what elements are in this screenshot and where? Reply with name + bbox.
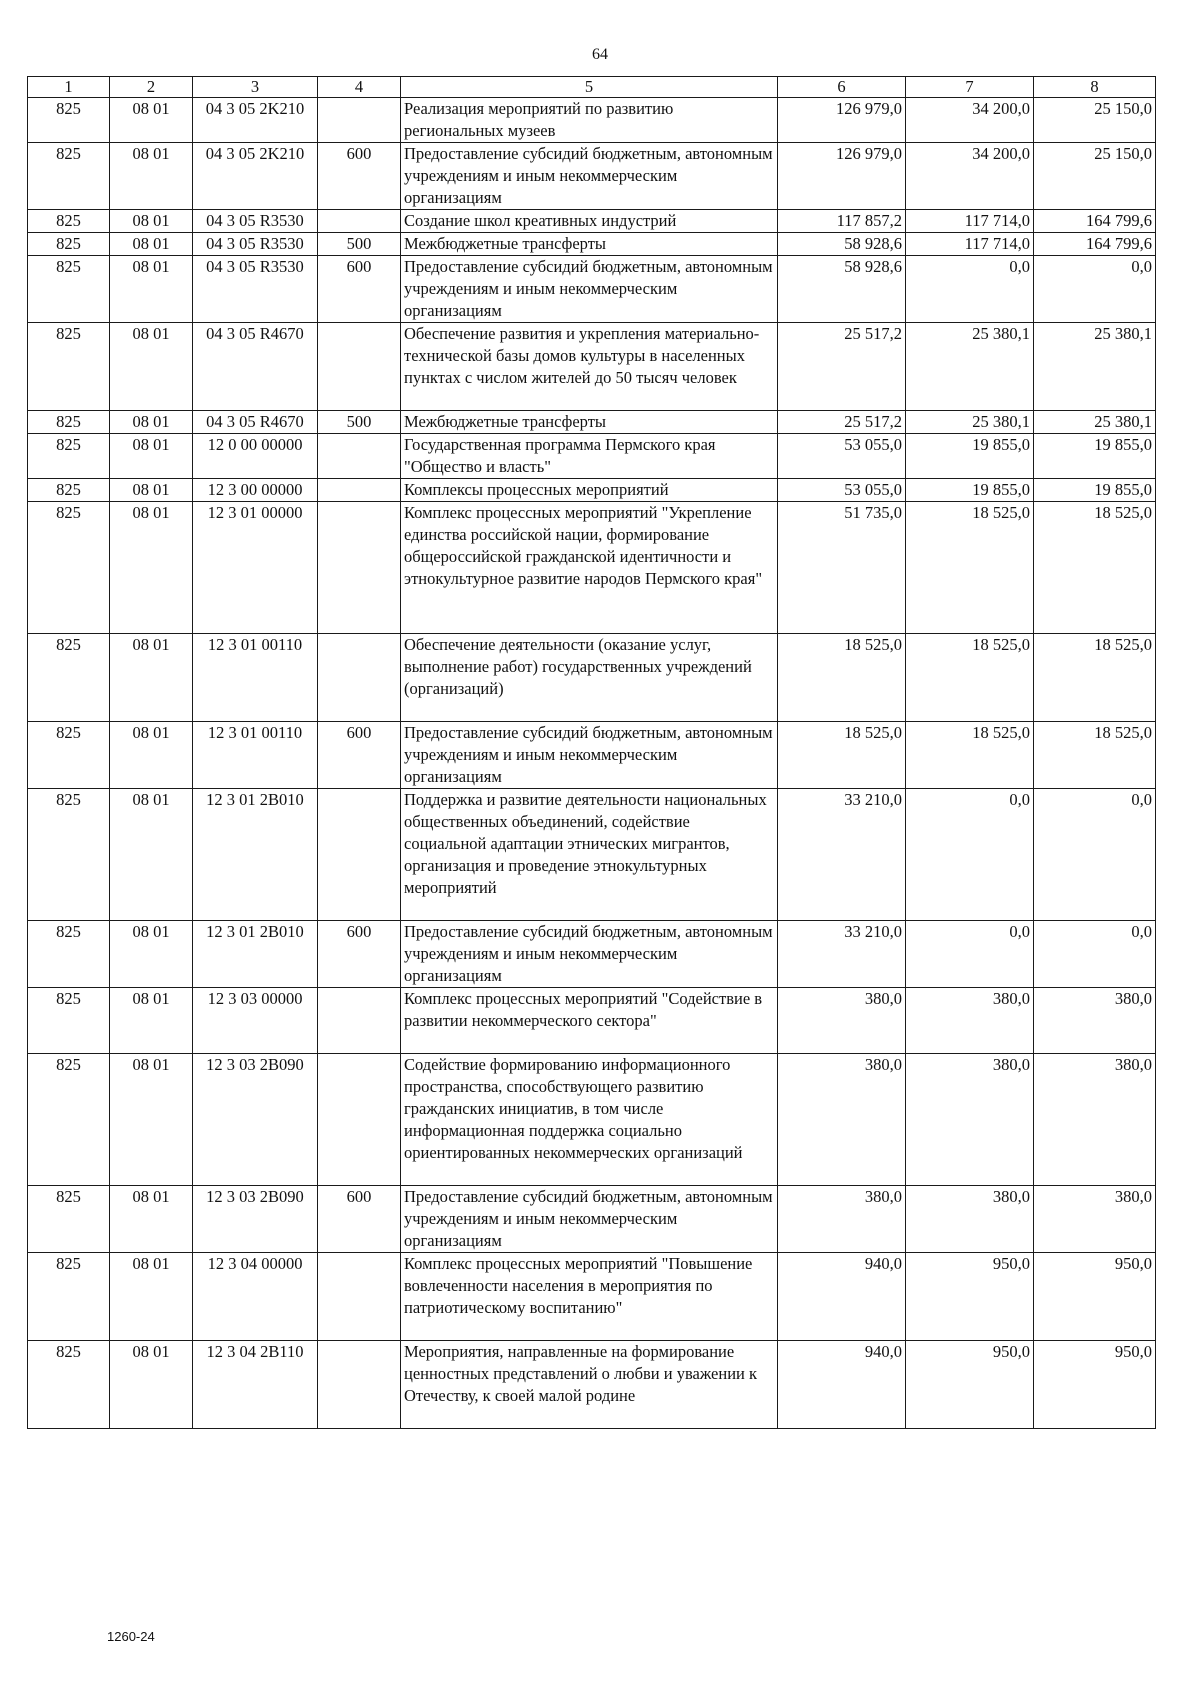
- cell-section-code: 08 01: [110, 479, 193, 502]
- cell-admin-code: 825: [28, 502, 110, 634]
- cell-target-article: 04 3 05 R3530: [193, 210, 318, 233]
- cell-section-code: 08 01: [110, 233, 193, 256]
- cell-expense-type: 600: [318, 256, 401, 323]
- cell-amount-year2: 117 714,0: [906, 210, 1034, 233]
- cell-amount-year3: 0,0: [1034, 789, 1156, 921]
- header-cell: 6: [778, 77, 906, 98]
- cell-admin-code: 825: [28, 256, 110, 323]
- budget-table: [27, 76, 1156, 1429]
- cell-expense-type: [318, 434, 401, 479]
- cell-amount-year1: 940,0: [778, 1341, 906, 1429]
- cell-expense-type: [318, 502, 401, 634]
- cell-name: Реализация мероприятий по развитию региональных музеев: [401, 98, 778, 143]
- cell-amount-year2: 19 855,0: [906, 479, 1034, 502]
- table-row: [28, 722, 1156, 789]
- cell-amount-year2: 34 200,0: [906, 98, 1034, 143]
- cell-amount-year3: 0,0: [1034, 921, 1156, 988]
- cell-section-code: 08 01: [110, 988, 193, 1054]
- cell-amount-year1: 33 210,0: [778, 789, 906, 921]
- cell-amount-year1: 25 517,2: [778, 411, 906, 434]
- cell-section-code: 08 01: [110, 1341, 193, 1429]
- table-row: [28, 233, 1156, 256]
- cell-section-code: 08 01: [110, 323, 193, 411]
- cell-amount-year1: 18 525,0: [778, 634, 906, 722]
- table-row: [28, 789, 1156, 921]
- cell-amount-year1: 940,0: [778, 1253, 906, 1341]
- cell-name: Создание школ креативных индустрий: [401, 210, 778, 233]
- cell-admin-code: 825: [28, 722, 110, 789]
- cell-name: Комплекс процессных мероприятий "Повышение вовлеченности населения в мероприятия по патриотическому воспитанию": [401, 1253, 778, 1341]
- cell-amount-year3: 164 799,6: [1034, 233, 1156, 256]
- cell-amount-year2: 117 714,0: [906, 233, 1034, 256]
- cell-target-article: 12 3 00 00000: [193, 479, 318, 502]
- cell-section-code: 08 01: [110, 98, 193, 143]
- cell-amount-year2: 950,0: [906, 1341, 1034, 1429]
- cell-admin-code: 825: [28, 1253, 110, 1341]
- cell-expense-type: [318, 1341, 401, 1429]
- cell-section-code: 08 01: [110, 1186, 193, 1253]
- cell-amount-year2: 0,0: [906, 789, 1034, 921]
- cell-amount-year1: 126 979,0: [778, 98, 906, 143]
- table-row: [28, 502, 1156, 634]
- cell-expense-type: 600: [318, 143, 401, 210]
- header-cell: 4: [318, 77, 401, 98]
- cell-target-article: 12 3 01 2B010: [193, 789, 318, 921]
- cell-admin-code: 825: [28, 1341, 110, 1429]
- cell-amount-year1: 25 517,2: [778, 323, 906, 411]
- cell-amount-year2: 19 855,0: [906, 434, 1034, 479]
- cell-target-article: 12 3 01 00110: [193, 634, 318, 722]
- cell-name: Содействие формированию информационного пространства, способствующего развитию гражданских инициатив, в том числе информационная поддержка социально ориентированных некоммерческих организаций: [401, 1054, 778, 1186]
- cell-admin-code: 825: [28, 634, 110, 722]
- cell-admin-code: 825: [28, 143, 110, 210]
- cell-name: Обеспечение деятельности (оказание услуг, выполнение работ) государственных учреждений (организаций): [401, 634, 778, 722]
- cell-admin-code: 825: [28, 479, 110, 502]
- cell-name: Предоставление субсидий бюджетным, автономным учреждениям и иным некоммерческим организациям: [401, 921, 778, 988]
- cell-name: Предоставление субсидий бюджетным, автономным учреждениям и иным некоммерческим организациям: [401, 1186, 778, 1253]
- cell-amount-year2: 0,0: [906, 921, 1034, 988]
- cell-admin-code: 825: [28, 210, 110, 233]
- cell-amount-year2: 25 380,1: [906, 323, 1034, 411]
- cell-name: Комплекс процессных мероприятий "Содействие в развитии некоммерческого сектора": [401, 988, 778, 1054]
- cell-expense-type: [318, 789, 401, 921]
- cell-expense-type: [318, 988, 401, 1054]
- cell-target-article: 12 3 01 00110: [193, 722, 318, 789]
- cell-admin-code: 825: [28, 233, 110, 256]
- cell-amount-year2: 950,0: [906, 1253, 1034, 1341]
- cell-name: Предоставление субсидий бюджетным, автономным учреждениям и иным некоммерческим организациям: [401, 722, 778, 789]
- cell-target-article: 12 3 03 00000: [193, 988, 318, 1054]
- cell-amount-year1: 58 928,6: [778, 256, 906, 323]
- table-row: [28, 98, 1156, 143]
- cell-target-article: 12 3 01 00000: [193, 502, 318, 634]
- cell-amount-year1: 33 210,0: [778, 921, 906, 988]
- page-number: 64: [592, 46, 608, 63]
- cell-amount-year3: 0,0: [1034, 256, 1156, 323]
- cell-section-code: 08 01: [110, 143, 193, 210]
- cell-section-code: 08 01: [110, 256, 193, 323]
- cell-expense-type: [318, 210, 401, 233]
- table-row: [28, 411, 1156, 434]
- cell-expense-type: [318, 634, 401, 722]
- cell-amount-year1: 380,0: [778, 988, 906, 1054]
- cell-expense-type: 500: [318, 411, 401, 434]
- cell-amount-year3: 19 855,0: [1034, 479, 1156, 502]
- cell-amount-year3: 19 855,0: [1034, 434, 1156, 479]
- header-cell: 3: [193, 77, 318, 98]
- cell-name: Государственная программа Пермского края "Общество и власть": [401, 434, 778, 479]
- cell-amount-year3: 25 150,0: [1034, 98, 1156, 143]
- cell-target-article: 04 3 05 R4670: [193, 323, 318, 411]
- cell-target-article: 12 3 03 2B090: [193, 1054, 318, 1186]
- form-code: 1260-24: [107, 1629, 155, 1644]
- cell-section-code: 08 01: [110, 434, 193, 479]
- table-row: [28, 323, 1156, 411]
- cell-admin-code: 825: [28, 434, 110, 479]
- table-row: [28, 921, 1156, 988]
- cell-target-article: 04 3 05 2K210: [193, 143, 318, 210]
- cell-name: Обеспечение развития и укрепления материально-технической базы домов культуры в населенных пунктах с числом жителей до 50 тысяч человек: [401, 323, 778, 411]
- cell-section-code: 08 01: [110, 1253, 193, 1341]
- table-row: [28, 1054, 1156, 1186]
- cell-amount-year1: 117 857,2: [778, 210, 906, 233]
- cell-target-article: 12 3 04 00000: [193, 1253, 318, 1341]
- cell-expense-type: 600: [318, 1186, 401, 1253]
- cell-amount-year3: 18 525,0: [1034, 502, 1156, 634]
- cell-admin-code: 825: [28, 323, 110, 411]
- cell-section-code: 08 01: [110, 1054, 193, 1186]
- cell-section-code: 08 01: [110, 502, 193, 634]
- cell-amount-year1: 380,0: [778, 1054, 906, 1186]
- cell-expense-type: [318, 1054, 401, 1186]
- table-row: [28, 143, 1156, 210]
- table-row: [28, 434, 1156, 479]
- cell-admin-code: 825: [28, 1054, 110, 1186]
- cell-amount-year2: 18 525,0: [906, 722, 1034, 789]
- cell-target-article: 12 3 04 2B110: [193, 1341, 318, 1429]
- cell-admin-code: 825: [28, 988, 110, 1054]
- cell-amount-year3: 950,0: [1034, 1253, 1156, 1341]
- cell-section-code: 08 01: [110, 921, 193, 988]
- cell-name: Комплексы процессных мероприятий: [401, 479, 778, 502]
- cell-target-article: 04 3 05 R3530: [193, 256, 318, 323]
- cell-amount-year3: 25 150,0: [1034, 143, 1156, 210]
- cell-admin-code: 825: [28, 921, 110, 988]
- cell-amount-year1: 53 055,0: [778, 434, 906, 479]
- cell-name: Межбюджетные трансферты: [401, 233, 778, 256]
- cell-admin-code: 825: [28, 1186, 110, 1253]
- table-row: [28, 256, 1156, 323]
- cell-name: Поддержка и развитие деятельности национальных общественных объединений, содействие социальной адаптации этнических мигрантов, организация и проведение этнокультурных мероприятий: [401, 789, 778, 921]
- cell-amount-year2: 0,0: [906, 256, 1034, 323]
- table-row: [28, 210, 1156, 233]
- cell-amount-year2: 18 525,0: [906, 502, 1034, 634]
- cell-amount-year2: 18 525,0: [906, 634, 1034, 722]
- cell-amount-year3: 164 799,6: [1034, 210, 1156, 233]
- cell-expense-type: [318, 479, 401, 502]
- cell-amount-year3: 25 380,1: [1034, 323, 1156, 411]
- cell-expense-type: [318, 323, 401, 411]
- cell-expense-type: [318, 98, 401, 143]
- cell-expense-type: 600: [318, 722, 401, 789]
- cell-amount-year3: 18 525,0: [1034, 634, 1156, 722]
- cell-expense-type: 500: [318, 233, 401, 256]
- cell-amount-year2: 380,0: [906, 988, 1034, 1054]
- cell-amount-year2: 34 200,0: [906, 143, 1034, 210]
- cell-expense-type: 600: [318, 921, 401, 988]
- header-row: [28, 77, 1156, 98]
- cell-amount-year3: 25 380,1: [1034, 411, 1156, 434]
- cell-admin-code: 825: [28, 789, 110, 921]
- cell-amount-year2: 380,0: [906, 1054, 1034, 1186]
- table-row: [28, 634, 1156, 722]
- cell-amount-year2: 380,0: [906, 1186, 1034, 1253]
- cell-amount-year1: 51 735,0: [778, 502, 906, 634]
- cell-amount-year3: 380,0: [1034, 988, 1156, 1054]
- cell-amount-year1: 53 055,0: [778, 479, 906, 502]
- table-row: [28, 479, 1156, 502]
- cell-name: Предоставление субсидий бюджетным, автономным учреждениям и иным некоммерческим организациям: [401, 256, 778, 323]
- cell-name: Мероприятия, направленные на формирование ценностных представлений о любви и уважении к Отечеству, к своей малой родине: [401, 1341, 778, 1429]
- header-cell: 7: [906, 77, 1034, 98]
- cell-amount-year1: 58 928,6: [778, 233, 906, 256]
- cell-target-article: 12 3 03 2B090: [193, 1186, 318, 1253]
- header-cell: 1: [28, 77, 110, 98]
- cell-section-code: 08 01: [110, 789, 193, 921]
- cell-target-article: 04 3 05 R4670: [193, 411, 318, 434]
- cell-amount-year3: 380,0: [1034, 1186, 1156, 1253]
- cell-amount-year1: 18 525,0: [778, 722, 906, 789]
- cell-section-code: 08 01: [110, 722, 193, 789]
- table-row: [28, 988, 1156, 1054]
- table-row: [28, 1186, 1156, 1253]
- cell-target-article: 12 3 01 2B010: [193, 921, 318, 988]
- cell-section-code: 08 01: [110, 634, 193, 722]
- cell-name: Предоставление субсидий бюджетным, автономным учреждениям и иным некоммерческим организациям: [401, 143, 778, 210]
- header-cell: 8: [1034, 77, 1156, 98]
- cell-section-code: 08 01: [110, 210, 193, 233]
- cell-amount-year3: 380,0: [1034, 1054, 1156, 1186]
- cell-admin-code: 825: [28, 98, 110, 143]
- cell-amount-year2: 25 380,1: [906, 411, 1034, 434]
- header-cell: 5: [401, 77, 778, 98]
- cell-amount-year1: 380,0: [778, 1186, 906, 1253]
- cell-section-code: 08 01: [110, 411, 193, 434]
- header-cell: 2: [110, 77, 193, 98]
- cell-target-article: 04 3 05 R3530: [193, 233, 318, 256]
- table-row: [28, 1341, 1156, 1429]
- cell-amount-year3: 950,0: [1034, 1341, 1156, 1429]
- cell-target-article: 12 0 00 00000: [193, 434, 318, 479]
- cell-name: Межбюджетные трансферты: [401, 411, 778, 434]
- cell-amount-year3: 18 525,0: [1034, 722, 1156, 789]
- cell-expense-type: [318, 1253, 401, 1341]
- cell-admin-code: 825: [28, 411, 110, 434]
- cell-amount-year1: 126 979,0: [778, 143, 906, 210]
- cell-target-article: 04 3 05 2K210: [193, 98, 318, 143]
- table-row: [28, 1253, 1156, 1341]
- cell-name: Комплекс процессных мероприятий "Укрепление единства российской нации, формирование общероссийской гражданской идентичности и этнокультурное развитие народов Пермского края": [401, 502, 778, 634]
